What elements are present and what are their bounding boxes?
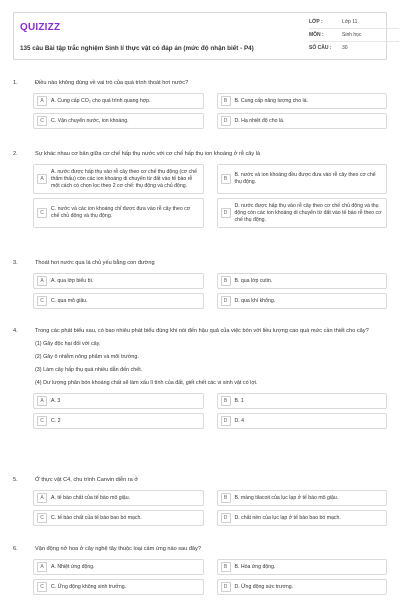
- answer-option[interactable]: [217, 393, 388, 409]
- question-number: 1.: [13, 80, 18, 86]
- option-letter-box: D: [221, 116, 231, 126]
- option-text: A. nước được hấp thụ vào rễ cây theo cơ chế thụ động (cơ chế thẩm thấu) còn các ion khoáng di chuyển từ đất vào tế bào rễ một cách có chọn lọc theo 2 cơ chế: thụ động và chủ động.: [51, 168, 197, 189]
- question-text: Thoát hơi nước qua lá chủ yếu bằng con đường: [35, 260, 155, 266]
- option-letter-box: A: [37, 276, 47, 286]
- option-text: A. Nhiệt ứng động.: [51, 563, 95, 570]
- statement: (4) Dư lượng phân bón khoáng chất sẽ làm xấu lí tính của đất, giết chết các vi sinh vật có lợi.: [35, 380, 258, 387]
- answer-option[interactable]: [33, 164, 204, 194]
- option-letter-box: D: [221, 296, 231, 306]
- answer-option[interactable]: [217, 293, 388, 309]
- option-text: D. nước được hấp thụ vào rễ cây theo cơ chế chủ động và thụ động còn các ion khoáng di chuyển từ đất vào tế bào rễ theo cơ chế thụ động.: [234, 202, 382, 223]
- option-text: D. Ứng động sức trương.: [234, 583, 294, 590]
- option-text: B. qua lớp cutin.: [234, 277, 273, 284]
- option-text: C. 2: [51, 417, 61, 424]
- option-text: A. Cung cấp CO₂ cho quá trình quang hợp.: [51, 97, 151, 104]
- meta-label: SỐ CÂU :: [309, 45, 332, 52]
- meta-label: LỚP :: [309, 18, 323, 25]
- question-2: [13, 151, 387, 228]
- question-number: 2.: [13, 151, 18, 157]
- answer-option[interactable]: [33, 413, 204, 429]
- answer-options: [33, 490, 387, 526]
- option-text: C. Ứng động không sinh trưởng.: [51, 583, 127, 590]
- option-letter-box: B: [221, 562, 231, 572]
- answer-options: [33, 393, 387, 429]
- answer-option[interactable]: [33, 273, 204, 289]
- option-letter-box: D: [221, 582, 231, 592]
- answer-option[interactable]: [33, 113, 204, 129]
- question-number: 5.: [13, 477, 18, 483]
- answer-option[interactable]: [217, 113, 388, 129]
- option-letter-box: B: [221, 276, 231, 286]
- answer-option[interactable]: [217, 164, 388, 194]
- answer-option[interactable]: [33, 293, 204, 309]
- option-text: D. Hạ nhiệt độ cho lá.: [234, 117, 285, 124]
- question-text: Sự khác nhau cơ bản giữa cơ chế hấp thụ nước với cơ chế hấp thụ ion khoáng ở rễ cây là: [35, 151, 261, 157]
- question-number: 6.: [13, 546, 18, 552]
- option-letter-box: A: [37, 562, 47, 572]
- answer-option[interactable]: [33, 393, 204, 409]
- question-3: [13, 260, 387, 309]
- answer-option[interactable]: [217, 413, 388, 429]
- option-text: B. màng tilacoit của lục lạp ở tế bào mô giậu.: [234, 494, 339, 501]
- answer-option[interactable]: [33, 490, 204, 506]
- worksheet-title: 135 câu Bài tập trắc nghiệm Sinh lí thực vật có đáp án (mức độ nhận biết - P4): [20, 45, 254, 52]
- option-letter-box: C: [37, 582, 47, 592]
- option-text: C. qua mô giậu.: [51, 297, 88, 304]
- answer-option[interactable]: [33, 510, 204, 526]
- option-letter-box: B: [221, 493, 231, 503]
- answer-option[interactable]: [217, 273, 388, 289]
- answer-option[interactable]: [217, 93, 388, 109]
- option-text: D. 4: [234, 417, 245, 424]
- question-text: Điều nào không đúng về vai trò của quá trình thoát hơi nước?: [35, 80, 189, 86]
- meta-label: MÔN :: [309, 31, 324, 38]
- answer-option[interactable]: [33, 93, 204, 109]
- question-4: [13, 328, 387, 429]
- option-letter-box: D: [221, 208, 231, 218]
- answer-option[interactable]: [217, 490, 388, 506]
- option-text: D. qua khí khổng.: [234, 297, 276, 304]
- meta-row-question-count: [309, 42, 399, 55]
- question-1: [13, 80, 387, 129]
- worksheet-meta: [309, 16, 399, 55]
- question-text: Ở thực vật C4, chu trình Canvin diễn ra ở: [35, 477, 138, 483]
- option-letter-box: A: [37, 174, 47, 184]
- answer-option[interactable]: [33, 198, 204, 228]
- question-text: Vận động nở hoa ở cây nghệ tây thuộc loại cảm ứng nào sau đây?: [35, 546, 201, 552]
- option-letter-box: C: [37, 513, 47, 523]
- question-number: 4.: [13, 328, 18, 334]
- answer-options: [33, 559, 387, 595]
- option-letter-box: A: [37, 493, 47, 503]
- quizizz-logo: QUIZIZZ: [20, 22, 61, 33]
- question-6: [13, 546, 387, 595]
- statement: (3) Làm cây hấp thụ quá nhiều dẫn đến chết.: [35, 367, 143, 374]
- answer-option[interactable]: [33, 579, 204, 595]
- answer-options: [33, 164, 387, 228]
- answer-option[interactable]: [217, 579, 388, 595]
- answer-options: [33, 93, 387, 129]
- answer-option[interactable]: [217, 198, 388, 228]
- option-text: C. Vận chuyển nước, ion khoáng.: [51, 117, 129, 124]
- option-letter-box: B: [221, 96, 231, 106]
- option-text: D. chất nền của lục lạp ở tế bào bao bó mạch.: [234, 514, 341, 521]
- option-text: B. nước và ion khoáng đều được đưa vào rễ cây theo cơ chế thụ động.: [234, 172, 376, 186]
- statement: (2) Gây ô nhiễm nông phẩm và môi trường.: [35, 354, 139, 361]
- option-letter-box: C: [37, 116, 47, 126]
- option-text: A. qua lớp biểu bì.: [51, 277, 94, 284]
- worksheet-header: [13, 12, 387, 60]
- option-letter-box: B: [221, 396, 231, 406]
- answer-option[interactable]: [33, 559, 204, 575]
- meta-value: Lớp 11: [342, 18, 358, 25]
- meta-row-class: [309, 16, 399, 29]
- option-text: B. Cung cấp năng lượng cho lá.: [234, 97, 308, 104]
- statement: (1) Gây độc hại đối với cây.: [35, 341, 101, 348]
- option-letter-box: D: [221, 513, 231, 523]
- meta-row-subject: [309, 29, 399, 42]
- option-text: C. nước và các ion khoáng chỉ được đưa vào rễ cây theo cơ chế chủ động và thụ động.: [51, 206, 191, 220]
- question-text: Trong các phát biểu sau, có bao nhiêu phát biểu đúng khi nói đến hậu quả của việc bón với liều lượng cao quá mức cần thiết cho cây?: [35, 328, 369, 334]
- meta-value: 30: [342, 45, 348, 52]
- option-letter-box: C: [37, 416, 47, 426]
- option-letter-box: B: [221, 174, 231, 184]
- option-letter-box: A: [37, 396, 47, 406]
- option-text: B. Hóa ứng động.: [234, 563, 276, 570]
- option-letter-box: C: [37, 208, 47, 218]
- option-letter-box: A: [37, 96, 47, 106]
- answer-options: [33, 273, 387, 309]
- option-letter-box: D: [221, 416, 231, 426]
- answer-option[interactable]: [217, 559, 388, 575]
- option-letter-box: C: [37, 296, 47, 306]
- answer-option[interactable]: [217, 510, 388, 526]
- question-number: 3.: [13, 260, 18, 266]
- option-text: C. tế bào chất của tế bào bao bó mạch.: [51, 514, 142, 521]
- question-5: [13, 477, 387, 526]
- option-text: B. 1: [234, 397, 244, 404]
- meta-value: Sinh học: [342, 31, 362, 38]
- option-text: A. 3: [51, 397, 61, 404]
- option-text: A. tế bào chất của tế bào mô giậu.: [51, 494, 131, 501]
